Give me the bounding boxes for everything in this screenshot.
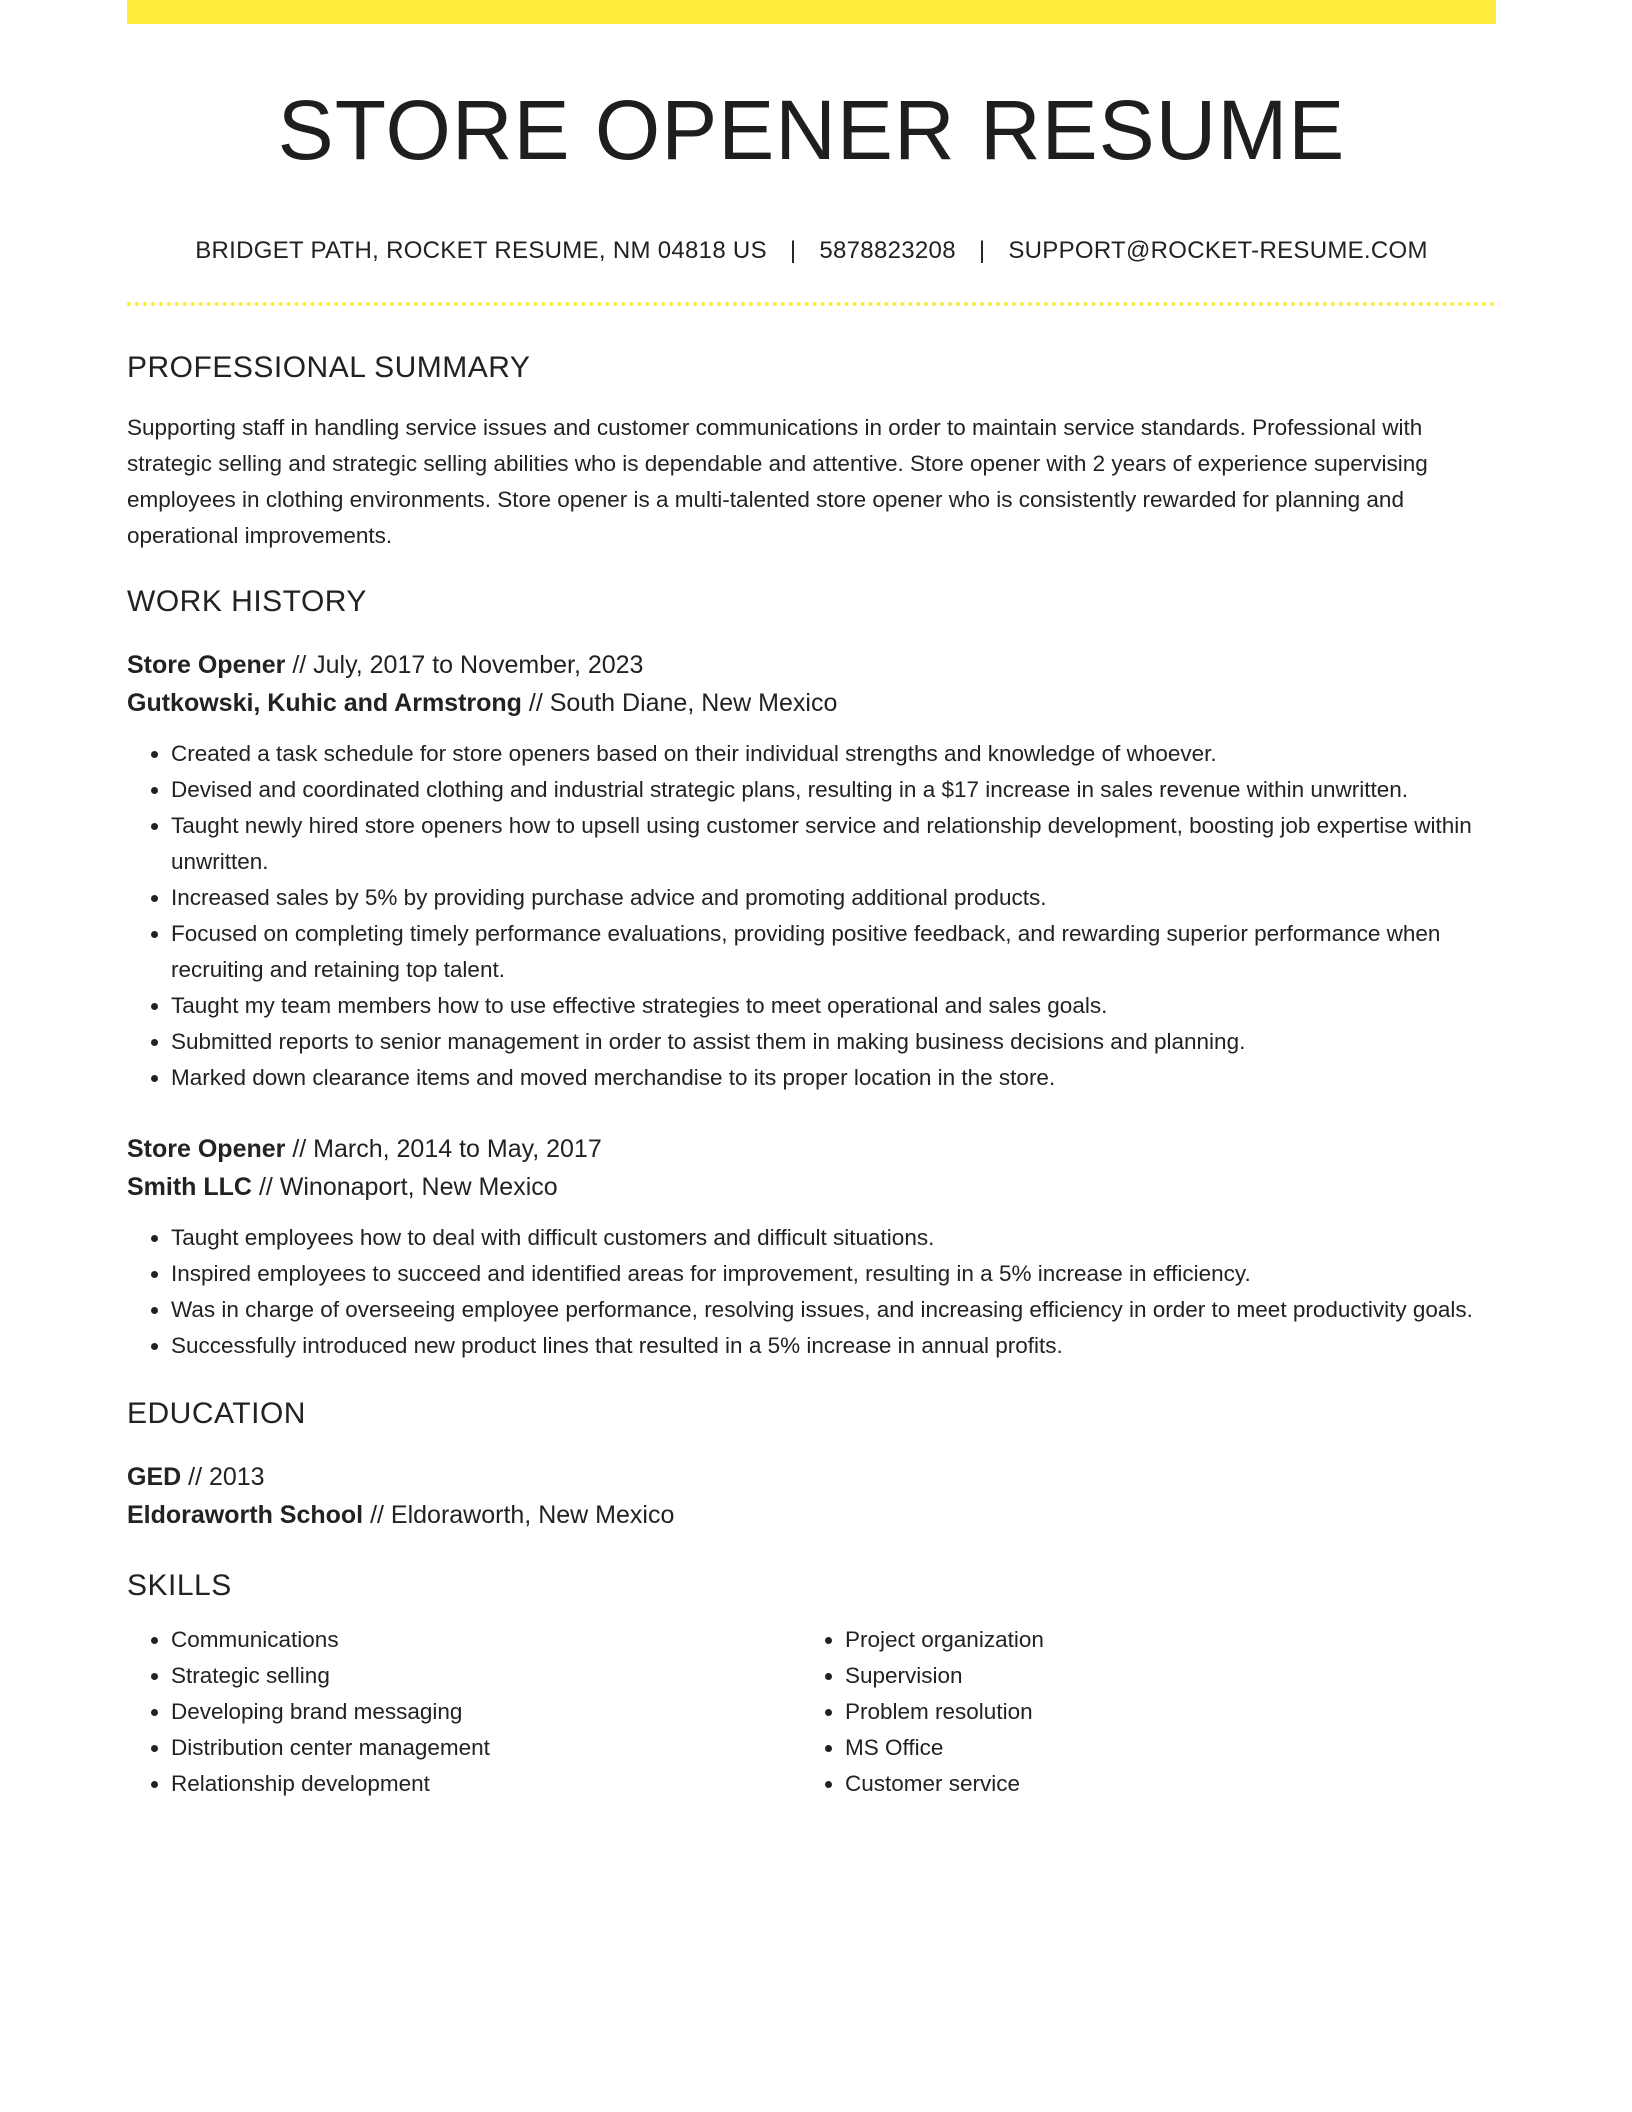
contact-phone: 5878823208	[819, 237, 956, 264]
skill-item: • MS Office	[845, 1730, 1475, 1766]
job-title: Store Opener	[127, 1135, 286, 1163]
summary-text: Supporting staff in handling service issues and customer communications in order to maintain service standards. Professional with strategic selling and strategic selling abilities who is dependable and attentive. Store opener with 2 years of experience supervising employees in clothing environments. Store opener is a multi-talented store opener who is consistently rewarded for planning and operational improvements.	[127, 415, 1428, 548]
job-bullet: • Was in charge of overseeing employee performance, resolving issues, and increasing efficiency in order to meet productivity goals.	[171, 1292, 1496, 1328]
job-dates: // July, 2017 to November, 2023	[285, 651, 644, 679]
skill-item: • Communications	[171, 1622, 801, 1658]
job-bullet: • Created a task schedule for store openers based on their individual strengths and knowledge of whoever.	[171, 736, 1496, 772]
education-school-line	[127, 1496, 1496, 1534]
contact-separator: |	[978, 237, 986, 264]
job-company: Smith LLC	[127, 1173, 252, 1201]
job-bullet: • Submitted reports to senior management in order to assist them in making business decisions and planning.	[171, 1024, 1496, 1060]
job-dates: // March, 2014 to May, 2017	[285, 1135, 602, 1163]
job-company: Gutkowski, Kuhic and Armstrong	[127, 689, 522, 717]
education-year: // 2013	[181, 1463, 265, 1491]
job-company-line	[127, 1168, 1496, 1206]
job-bullet: • Taught my team members how to use effective strategies to meet operational and sales goals.	[171, 988, 1496, 1024]
education-degree-line	[127, 1458, 1496, 1496]
job-bullet: • Increased sales by 5% by providing purchase advice and promoting additional products.	[171, 880, 1496, 916]
job-company-line	[127, 684, 1496, 722]
job-bullet: • Inspired employees to succeed and identified areas for improvement, resulting in a 5% increase in efficiency.	[171, 1256, 1496, 1292]
resume-title: STORE OPENER RESUME	[277, 83, 1346, 177]
skills-column-right	[801, 1622, 1475, 1802]
job-title: Store Opener	[127, 651, 286, 679]
job-bullets	[127, 1220, 1496, 1364]
skill-item: • Customer service	[845, 1766, 1475, 1802]
education-degree: GED	[127, 1463, 182, 1491]
job-bullet: • Taught employees how to deal with difficult customers and difficult situations.	[171, 1220, 1496, 1256]
dotted-divider	[127, 302, 1496, 306]
education-heading: EDUCATION	[127, 1397, 306, 1430]
job-bullet: • Taught newly hired store openers how to upsell using customer service and relationship development, boosting job expertise within unwritten.	[171, 808, 1496, 880]
contact-email: SUPPORT@ROCKET-RESUME.COM	[1008, 237, 1428, 264]
contact-address: BRIDGET PATH, ROCKET RESUME, NM 04818 US	[195, 237, 767, 264]
job-bullet: • Successfully introduced new product lines that resulted in a 5% increase in annual profits.	[171, 1328, 1496, 1364]
skill-item: • Distribution center management	[171, 1730, 801, 1766]
job-title-line	[127, 1130, 1496, 1168]
education-location: // Eldoraworth, New Mexico	[363, 1501, 675, 1529]
contact-line	[127, 236, 1496, 266]
job-location: // South Diane, New Mexico	[521, 689, 838, 717]
education-school: Eldoraworth School	[127, 1501, 364, 1529]
resume-content	[127, 24, 1496, 1802]
skills-grid	[127, 1622, 1496, 1802]
skills-column-left	[127, 1622, 801, 1802]
summary-heading: PROFESSIONAL SUMMARY	[127, 351, 531, 384]
education-entry	[127, 1458, 1496, 1534]
job-title-line	[127, 646, 1496, 684]
work-history-heading: WORK HISTORY	[127, 585, 367, 618]
contact-separator: |	[789, 237, 797, 264]
job-bullets	[127, 736, 1496, 1096]
skill-item: • Relationship development	[171, 1766, 801, 1802]
skill-item: • Project organization	[845, 1622, 1475, 1658]
skills-heading: SKILLS	[127, 1569, 232, 1602]
accent-top-bar	[127, 0, 1496, 24]
job-bullet: • Devised and coordinated clothing and industrial strategic plans, resulting in a $17 increase in sales revenue within unwritten.	[171, 772, 1496, 808]
job-bullet: • Focused on completing timely performance evaluations, providing positive feedback, and rewarding superior performance when recruiting and retaining top talent.	[171, 916, 1496, 988]
job-entry	[127, 1130, 1496, 1364]
job-bullet: • Marked down clearance items and moved merchandise to its proper location in the store.	[171, 1060, 1496, 1096]
job-entry	[127, 646, 1496, 1096]
skill-item: • Problem resolution	[845, 1694, 1475, 1730]
job-location: // Winonaport, New Mexico	[252, 1173, 558, 1201]
skill-item: • Strategic selling	[171, 1658, 801, 1694]
skill-item: • Supervision	[845, 1658, 1475, 1694]
skill-item: • Developing brand messaging	[171, 1694, 801, 1730]
